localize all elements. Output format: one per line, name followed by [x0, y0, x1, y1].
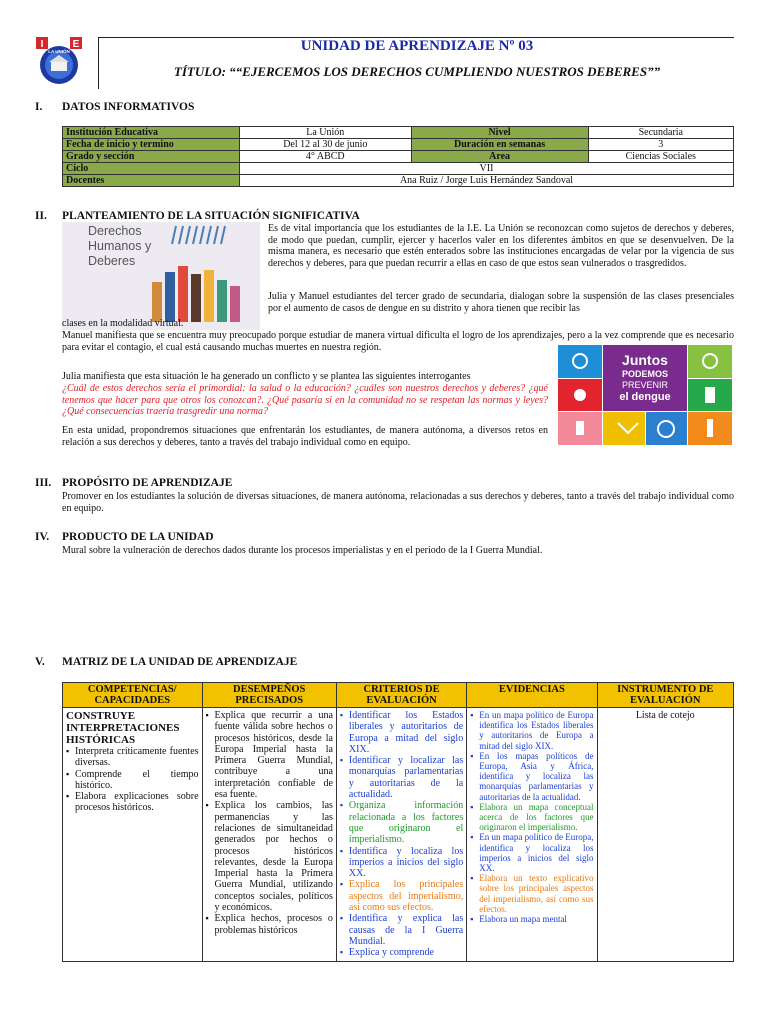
image-caption-line: Humanos y	[88, 239, 152, 253]
criterios-list	[340, 710, 463, 959]
list-item: ▪ Organiza información relacionada a los factores que originaron el imperialismo.	[340, 800, 463, 845]
section-title: PROPÓSITO DE APRENDIZAJE	[62, 477, 233, 489]
dengue-line-1: Juntos	[622, 352, 668, 368]
list-item: ▪ Elabora un mapa mental	[470, 914, 593, 924]
list-item: ▪ Identificar los Estados liberales y autoritarios de Europa a mitad del siglo XIX.	[340, 710, 463, 755]
page-title: TÍTULO: ““EJERCEMOS LOS DERECHOS CUMPLIENDO NUESTROS DEBERES””	[173, 64, 661, 79]
section-number: IV.	[35, 531, 50, 543]
situation-paragraph-2b: clases en la modalidad virtual.	[62, 318, 184, 329]
list-item: ▪ En un mapa político de Europa identifica los Estados liberales y autoritarios de Europa a mitad del siglo XIX.	[470, 710, 593, 751]
list-item: ▪ Elabora un mapa conceptual acerca de los factores que originaron el imperialismo.	[470, 802, 593, 833]
section-title: PRODUCTO DE LA UNIDAD	[62, 531, 214, 543]
column-header: EVIDENCIAS	[467, 683, 597, 708]
list-item: ▪ Identifica y explica las causas de la I Guerra Mundial.	[340, 913, 463, 947]
list-item: ▪ Explica los principales aspectos del imperialismo, así como sus efectos.	[340, 879, 463, 913]
situation-paragraph-5: En esta unidad, propondremos situaciones que enfrentarán los estudiantes, de manera autónoma, a diversos retos en relación a sus derechos y deberes, tanto a través del trabajo individual como en equipo.	[62, 425, 548, 448]
section-title: PLANTEAMIENTO DE LA SITUACIÓN SIGNIFICATIVA	[62, 210, 360, 222]
evidencias-cell	[467, 708, 597, 962]
info-value: 4° ABCD	[240, 151, 412, 163]
info-label: Area	[411, 151, 588, 163]
info-label: Grado y sección	[63, 151, 240, 163]
table-row	[63, 139, 734, 151]
table-row	[63, 163, 734, 175]
table-header-row	[63, 683, 734, 708]
raised-hands-icon	[62, 222, 260, 330]
list-item: ▪ Interpreta críticamente fuentes diversas.	[66, 746, 199, 769]
section-3-heading	[35, 477, 232, 489]
info-value: Ana Ruiz / Jorge Luis Hernández Sandoval	[240, 175, 734, 187]
image-caption-line: Derechos	[88, 224, 142, 238]
section-title: DATOS INFORMATIVOS	[62, 101, 195, 113]
info-label: Institución Educativa	[63, 127, 240, 139]
table-row	[63, 708, 734, 962]
purpose-text: Promover en los estudiantes la solución de diversas situaciones, de manera autónoma, relacionadas a sus derechos y deberes, tanto a través del trabajo individual como en equipo.	[62, 491, 734, 514]
list-item: ▪ Identifica y localiza los imperios a inicios del siglo XX.	[340, 846, 463, 880]
info-value: Del 12 al 30 de junio	[240, 139, 412, 151]
guiding-questions: ¿Cuál de estos derechos sería el primordial: la salud o la educación? ¿cuáles son nuestros derechos y deberes? ¿qué tenemos que hacer para que otros los conozcan?. ¿Qué pasaría si en la comunidad no se respetan las normas y leyes? ¿Qué consecuencias traería trasgredir una norma?	[62, 383, 548, 418]
list-item: ▪ Explica hechos, procesos o problemas históricos	[206, 913, 333, 936]
competencias-cell	[63, 708, 203, 962]
dengue-line-4: el dengue	[619, 391, 671, 403]
column-header: COMPETENCIAS/ CAPACIDADES	[63, 683, 203, 708]
dengue-line-3: PREVENIR	[621, 380, 669, 390]
info-label: Docentes	[63, 175, 240, 187]
dengue-line-2: PODEMOS	[621, 369, 669, 379]
list-item: ▪ Explica y comprende	[340, 947, 463, 958]
logo-letter-e: E	[72, 39, 80, 50]
situation-paragraph-1: Es de vital importancia que los estudiantes de la I.E. La Unión se reconozcan como sujetos de derechos y deberes, de modo que puedan, cumplir, ejercer y hacerlos valer en los diferentes ámbitos en que se desenvuelven. De la misma manera, es necesario que estén enterados sobre las instituciones encargadas de velar por la vigencia de sus derechos y deberes, para que puedan recurrir a ellas en caso de que estos sean vulnerados o trasgredidos.	[268, 223, 734, 269]
header-left-rule	[98, 37, 99, 89]
info-label: Duración en semanas	[411, 139, 588, 151]
info-value: Secundaria	[588, 127, 733, 139]
info-table	[62, 126, 734, 187]
unit-title: UNIDAD DE APRENDIZAJE Nº 03	[300, 38, 534, 54]
logo-letter-i: I	[40, 39, 44, 50]
section-number: III.	[35, 477, 52, 489]
column-header: INSTRUMENTO DE EVALUACIÓN	[597, 683, 733, 708]
info-value: VII	[240, 163, 734, 175]
learning-matrix	[62, 682, 734, 962]
school-logo	[34, 37, 84, 87]
product-text: Mural sobre la vulneración de derechos dados durante los procesos imperialistas y en el periodo de la I Guerra Mundial.	[62, 545, 543, 556]
evidencias-list	[470, 710, 593, 924]
list-item: ▪ En un mapa político de Europa, identifica y localiza los imperios a inicios del siglo XX.	[470, 832, 593, 873]
info-label: Ciclo	[63, 163, 240, 175]
section-title: MATRIZ DE LA UNIDAD DE APRENDIZAJE	[62, 656, 298, 668]
column-header: CRITERIOS DE EVALUACIÓN	[336, 683, 466, 708]
section-number: I.	[35, 101, 43, 113]
table-row	[63, 175, 734, 187]
table-row	[63, 151, 734, 163]
list-item: ▪ Elabora un texto explicativo sobre los principales aspectos del imperialismo, así como sus efectos.	[470, 873, 593, 914]
section-number: V.	[35, 656, 45, 668]
manuel-paragraph: Manuel manifiesta que se encuentra muy preocupado porque estudiar de manera virtual dificulta el logro de los aprendizajes, pero a la vez comprende que es necesario para evitar el contagio, el cual está causando muchas muertes en nuestra región.	[62, 330, 734, 353]
desempenos-list	[206, 710, 333, 936]
instrumento-cell: Lista de cotejo	[597, 708, 733, 962]
section-number: II.	[35, 210, 47, 222]
situation-paragraph-4: Julia manifiesta que esta situación le ha generado un conflicto y se plantea las siguientes interrogantes	[62, 371, 471, 382]
info-value: Ciencias Sociales	[588, 151, 733, 163]
rights-illustration	[62, 222, 260, 330]
column-header: DESEMPEÑOS PRECISADOS	[202, 683, 336, 708]
info-value: La Unión	[240, 127, 412, 139]
section-2-heading	[35, 210, 360, 222]
logo-text: LA UNIÓN	[48, 49, 70, 54]
section-1-heading	[35, 101, 194, 113]
desempenos-cell	[202, 708, 336, 962]
list-item: ▪ Explica los cambios, las permanencias y las relaciones de simultaneidad generados por hechos o procesos históricos relevantes, desde la Europa Imperial hasta la Primera Guerra Mundial, utilizando conceptos sociales, políticos y económicos.	[206, 800, 333, 913]
competencia-title: CONSTRUYE INTERPRETACIONES HISTÓRICAS	[66, 710, 180, 746]
list-item: ▪ En los mapas políticos de Europa, Asia y África, identifica y localiza las monarquías parlamentarias y autoritarias de la actualidad.	[470, 751, 593, 802]
info-label: Fecha de inicio y termino	[63, 139, 240, 151]
capacidades-list	[66, 746, 199, 814]
list-item: ▪ Comprende el tiempo histórico.	[66, 769, 199, 792]
info-value: 3	[588, 139, 733, 151]
criterios-cell	[336, 708, 466, 962]
section-4-heading	[35, 531, 214, 543]
image-caption-line: Deberes	[88, 254, 136, 268]
list-item: ▪ Elabora explicaciones sobre procesos históricos.	[66, 791, 199, 814]
section-5-heading	[35, 656, 297, 668]
situation-paragraph-2: Julia y Manuel estudiantes del tercer grado de secundaria, dialogan sobre la suspensión de las clases presenciales por el aumento de casos de dengue en su distrito y ahora tienen que recibir las	[268, 291, 734, 314]
list-item: ▪ Explica que recurrir a una fuente válida sobre hechos o procesos históricos, desde la Europa Imperial hasta la Primera Guerra Mundial, contribuye a una interpretación confiable de esa fuente.	[206, 710, 333, 800]
table-row	[63, 127, 734, 139]
dengue-campaign-image	[558, 345, 732, 445]
info-label: Nivel	[411, 127, 588, 139]
list-item: ▪ Identificar y localizar las monarquías parlamentarias y autoritarias de la actualidad.	[340, 755, 463, 800]
